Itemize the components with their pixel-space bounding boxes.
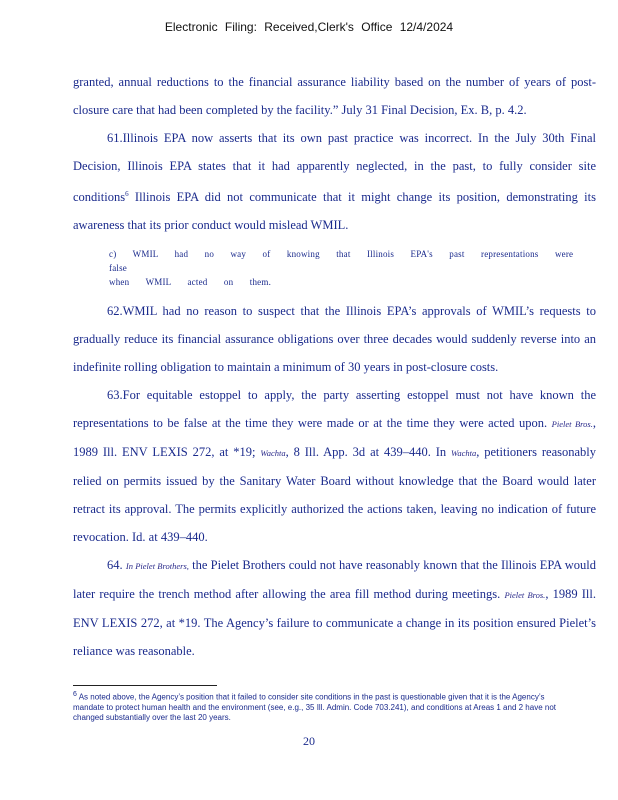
citation-text: , 1989 Ill. ENV LEXIS 272, at *19; — [73, 416, 596, 460]
paragraph-number: 61. — [107, 131, 123, 145]
continued-paragraph — [73, 68, 596, 124]
paragraph-number: 63. — [107, 388, 123, 403]
case-citation: In Pielet Brothers, — [125, 561, 189, 572]
paragraph-text: WMIL had no reason to suspect that the Illinois EPA’s approvals of WMIL’s requests to gradually reduce its financial assurance obligations over three decades would suddenly reverse into an indefinite rolling obligation to maintain a minimum of 30 years in post-closure costs. — [73, 304, 596, 375]
footnote-divider — [73, 685, 217, 686]
paragraph-text: , petitioners reasonably relied on permits issued by the Sanitary Water Board without knowledge that the Board would later retract its approval. The permits explicitly authorized the actions taken, leaving no indication of future revocation. — [73, 445, 597, 545]
paragraph-61 — [73, 124, 596, 239]
body-text — [73, 68, 596, 665]
citation-text: , 8 Ill. App. 3d at 439–440. In — [285, 445, 447, 460]
paragraph-text: For equitable estoppel to apply, the party asserting estoppel must not have known the representations to be false at the time they were made or at the time they were acted upon. — [73, 388, 596, 431]
footnote-reference[interactable]: 6 — [125, 190, 129, 198]
paragraph-text: the Pielet Brothers could not have reasonably known that the Illinois EPA would later require the trench method after allowing the area fill method during meetings. — [73, 558, 596, 602]
paragraph-text: Illinois EPA now asserts that its own past practice was incorrect. In the July 30th Final Decision, Illinois EPA states that it had apparently neglected, in the past, to fully consider site conditions — [73, 131, 596, 205]
paragraph-line: granted, annual reductions to the financial assurance liability based on the number of years of post- — [73, 75, 596, 89]
paragraph-text: , 1989 Ill. ENV LEXIS 272, at *19. The Agency’s failure to communicate a change in its position ensured Pielet’s reliance was reasonable. — [73, 587, 597, 659]
paragraph-62 — [73, 297, 596, 381]
paragraph-number: 62. — [107, 304, 123, 319]
paragraph-number: 64. — [107, 558, 123, 573]
footnote-marker: 6 — [73, 691, 77, 698]
paragraph-line: closure care that had been completed by the facility.” July 31 Final Decision, Ex. B, p. 4.2. — [73, 103, 527, 117]
case-citation: Pielet Bros. — [551, 419, 593, 430]
paragraph-text: Illinois EPA did not communicate that it might change its position, demonstrating its awareness that its prior conduct would mislead WMIL. — [73, 190, 596, 233]
page-number: 20 — [303, 734, 315, 748]
footnote — [73, 690, 573, 723]
paragraph-63 — [73, 381, 596, 551]
case-citation: Pielet Bros. — [504, 590, 546, 601]
case-citation: Wachta — [451, 448, 477, 459]
section-heading-c — [109, 247, 596, 289]
citation-text: Id. at 439–440. — [132, 530, 208, 545]
footnote-text: As noted above, the Agency’s position that it failed to consider site conditions in the past is questionable given that it is the Agency’s mandate to protect human health and the environment (see, e.g., 35 Ill. Admin. Code 703.241), and conditions at Areas 1 and 2 have not changed substantially over the last 20 years. — [73, 692, 556, 722]
paragraph-64 — [73, 551, 596, 665]
heading-line: when WMIL acted on them. — [109, 277, 272, 288]
filing-stamp-header: Electronic Filing: Received,Clerk's Office 12/4/2024 — [164, 20, 454, 34]
case-citation: Wachta — [260, 448, 286, 459]
heading-line: c) WMIL had no way of knowing that Illinois EPA's past representations were false — [109, 249, 574, 274]
